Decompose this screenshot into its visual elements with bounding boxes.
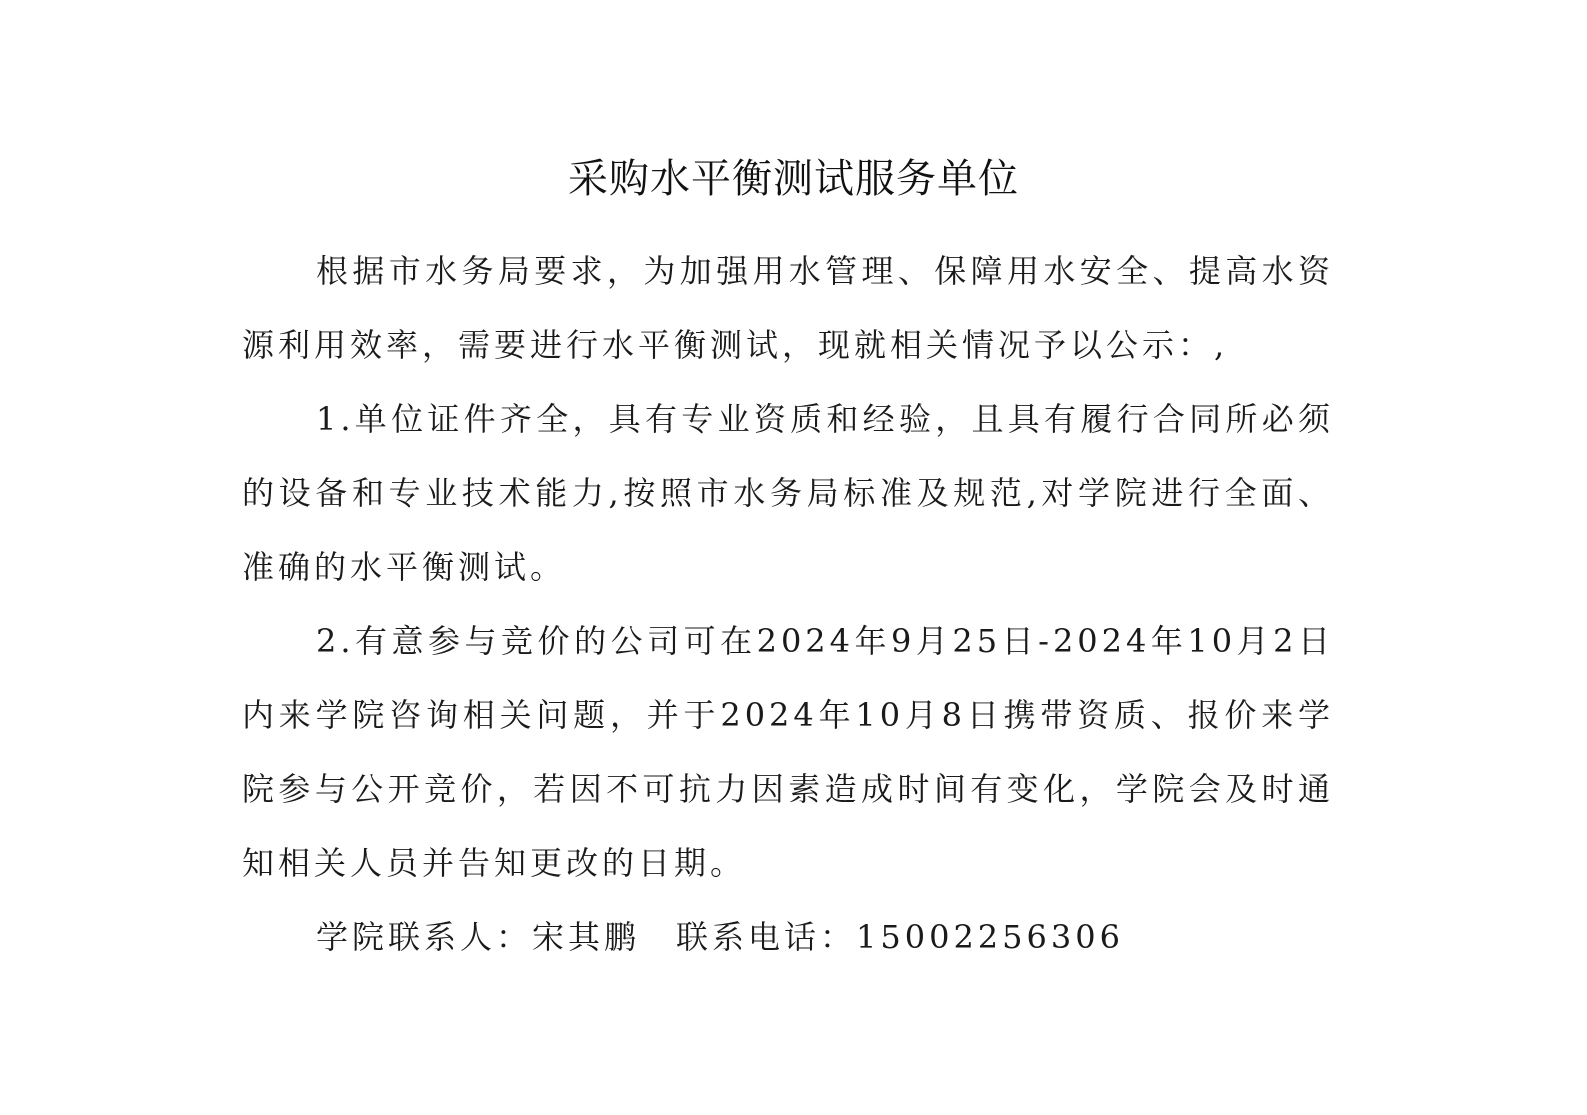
paragraph-contact: 学院联系人：宋其鹏 联系电话：15002256306 xyxy=(316,918,1124,956)
paragraph-item-1: 1.单位证件齐全，具有专业资质和经验，且具有履行合同所必须的设备和专业技术能力,按照市水务局标准及规范,对学院进行全面、准确的水平衡测试。 xyxy=(242,400,1334,586)
paragraph-intro: 根据市水务局要求，为加强用水管理、保障用水安全、提高水资源利用效率，需要进行水平衡测试，现就相关情况予以公示：, xyxy=(242,252,1334,364)
document-title: 采购水平衡测试服务单位 xyxy=(568,156,1019,202)
paragraph-item-2: 2.有意参与竞价的公司可在2024年9月25日-2024年10月2日内来学院咨询相关问题，并于2024年10月8日携带资质、报价来学院参与公开竞价，若因不可抗力因素造成时间有变化，学院会及时通知相关人员并告知更改的日期。 xyxy=(242,622,1334,882)
document-body xyxy=(242,234,1334,974)
